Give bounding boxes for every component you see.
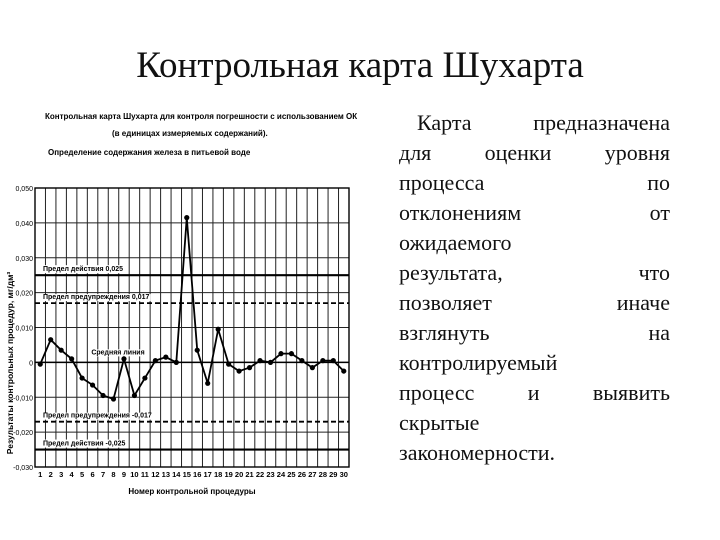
x-tick-label: 18 (213, 470, 223, 479)
chart-plot-layer (13, 186, 349, 479)
text-line (399, 108, 670, 138)
text-line (399, 348, 670, 378)
text-word: оценки (484, 140, 552, 165)
x-tick-label: 15 (182, 470, 191, 479)
text-word: что (638, 260, 670, 285)
data-point (320, 358, 325, 363)
x-axis-label: Номер контрольной процедуры (128, 487, 256, 496)
x-tick-label: 22 (255, 470, 265, 479)
x-tick-label: 14 (172, 470, 181, 479)
text-word: отклонениям (399, 200, 522, 225)
text-word: выявить (592, 380, 670, 405)
text-word: закономерности. (399, 440, 556, 465)
chart-title: Контрольная карта Шухарта для контроля погрешности с использованием ОК (45, 112, 358, 121)
data-point (153, 358, 158, 363)
y-tick-label: 0,020 (15, 290, 33, 298)
data-point (289, 351, 294, 356)
text-word: ожидаемого (399, 230, 512, 255)
text-line (399, 438, 670, 468)
x-tick-label: 8 (111, 470, 116, 479)
y-tick-label: -0,020 (13, 430, 33, 438)
x-tick-label: 2 (48, 470, 53, 479)
x-tick-label: 1 (38, 470, 43, 479)
data-point (226, 362, 231, 367)
x-tick-label: 4 (69, 470, 74, 479)
x-tick-label: 16 (193, 470, 202, 479)
text-word: для (399, 140, 432, 165)
data-point (142, 375, 147, 380)
data-point (310, 365, 315, 370)
data-point (38, 362, 43, 367)
x-tick-label: 29 (329, 470, 338, 479)
y-tick-label: -0,010 (13, 395, 33, 403)
x-tick-label: 28 (318, 470, 328, 479)
data-point (174, 360, 179, 365)
description-text (399, 108, 670, 468)
data-point (341, 368, 346, 373)
x-tick-label: 3 (59, 470, 64, 479)
x-tick-label: 24 (276, 470, 286, 479)
y-tick-label: 0 (29, 360, 33, 368)
y-tick-label: 0,030 (15, 255, 33, 263)
control-line-label: Предел действия -0,025 (43, 440, 126, 448)
data-point (257, 358, 262, 363)
x-tick-label: 17 (203, 470, 212, 479)
text-line (399, 168, 670, 198)
x-tick-label: 23 (266, 470, 275, 479)
data-point (100, 393, 105, 398)
text-word: процесс (399, 380, 475, 405)
control-line-label: Средняя линия (91, 349, 145, 357)
text-word: Карта (417, 110, 472, 135)
text-line (399, 258, 670, 288)
data-point (268, 360, 273, 365)
x-tick-label: 26 (297, 470, 307, 479)
x-tick-label: 12 (151, 470, 160, 479)
x-tick-label: 30 (339, 470, 348, 479)
data-point (237, 368, 242, 373)
data-point (59, 348, 64, 353)
text-word: контролируемый (399, 350, 558, 375)
x-tick-label: 27 (308, 470, 317, 479)
data-point (163, 355, 168, 360)
text-line (399, 408, 670, 438)
data-point (278, 351, 283, 356)
data-point (331, 358, 336, 363)
data-point (90, 382, 95, 387)
data-point (132, 393, 137, 398)
text-word: иначе (616, 290, 670, 315)
x-tick-label: 20 (234, 470, 244, 479)
control-line-label: Предел действия 0,025 (43, 266, 124, 274)
text-word: и (527, 380, 540, 405)
text-word: результата, (399, 260, 503, 285)
text-line (399, 228, 670, 258)
text-line (399, 378, 670, 408)
data-point (69, 356, 74, 361)
data-point (80, 375, 85, 380)
text-word: от (649, 200, 670, 225)
chart-subtitle: (в единицах измеряемых содержаний). (112, 129, 268, 138)
text-word: позволяет (399, 290, 492, 315)
y-tick-label: 0,010 (15, 325, 33, 333)
y-tick-label: -0,030 (13, 465, 33, 472)
x-tick-label: 6 (90, 470, 95, 479)
data-point (111, 396, 116, 401)
chart-subtitle-2: Определение содержания железа в питьевой воде (48, 148, 251, 157)
data-point (184, 215, 189, 220)
x-tick-label: 7 (100, 470, 106, 479)
data-point (216, 327, 221, 332)
data-point (299, 358, 304, 363)
x-tick-label: 9 (121, 470, 127, 479)
text-word: предназначена (533, 110, 670, 135)
x-tick-label: 13 (161, 470, 171, 479)
control-line-label: Предел предупреждения -0,017 (43, 412, 152, 420)
text-word: на (648, 320, 670, 345)
data-point (121, 356, 126, 361)
text-word: скрытые (399, 410, 480, 435)
text-word: уровня (604, 140, 670, 165)
x-tick-label: 10 (130, 470, 139, 479)
data-point (195, 348, 200, 353)
shewhart-chart (0, 100, 380, 510)
text-line (399, 288, 670, 318)
y-axis-label: Результаты контрольных процедур, мг/дм³ (5, 271, 15, 455)
x-tick-label: 19 (224, 470, 233, 479)
chart-svg (0, 100, 380, 510)
x-tick-label: 25 (287, 470, 296, 479)
y-tick-label: 0,040 (15, 220, 33, 228)
slide-title: Контрольная карта Шухарта (136, 45, 584, 86)
text-word: по (647, 170, 670, 195)
control-line-label: Предел предупреждения 0,017 (43, 294, 150, 302)
data-point (48, 337, 53, 342)
x-tick-label: 5 (80, 470, 85, 479)
x-tick-label: 11 (140, 470, 149, 479)
data-point (205, 381, 210, 386)
text-word: взглянуть (399, 320, 490, 345)
text-word: процесса (399, 170, 485, 195)
text-line (399, 198, 670, 228)
data-point (247, 365, 252, 370)
x-tick-label: 21 (245, 470, 254, 479)
y-tick-label: 0,050 (15, 186, 33, 193)
text-line (399, 138, 670, 168)
text-line (399, 318, 670, 348)
